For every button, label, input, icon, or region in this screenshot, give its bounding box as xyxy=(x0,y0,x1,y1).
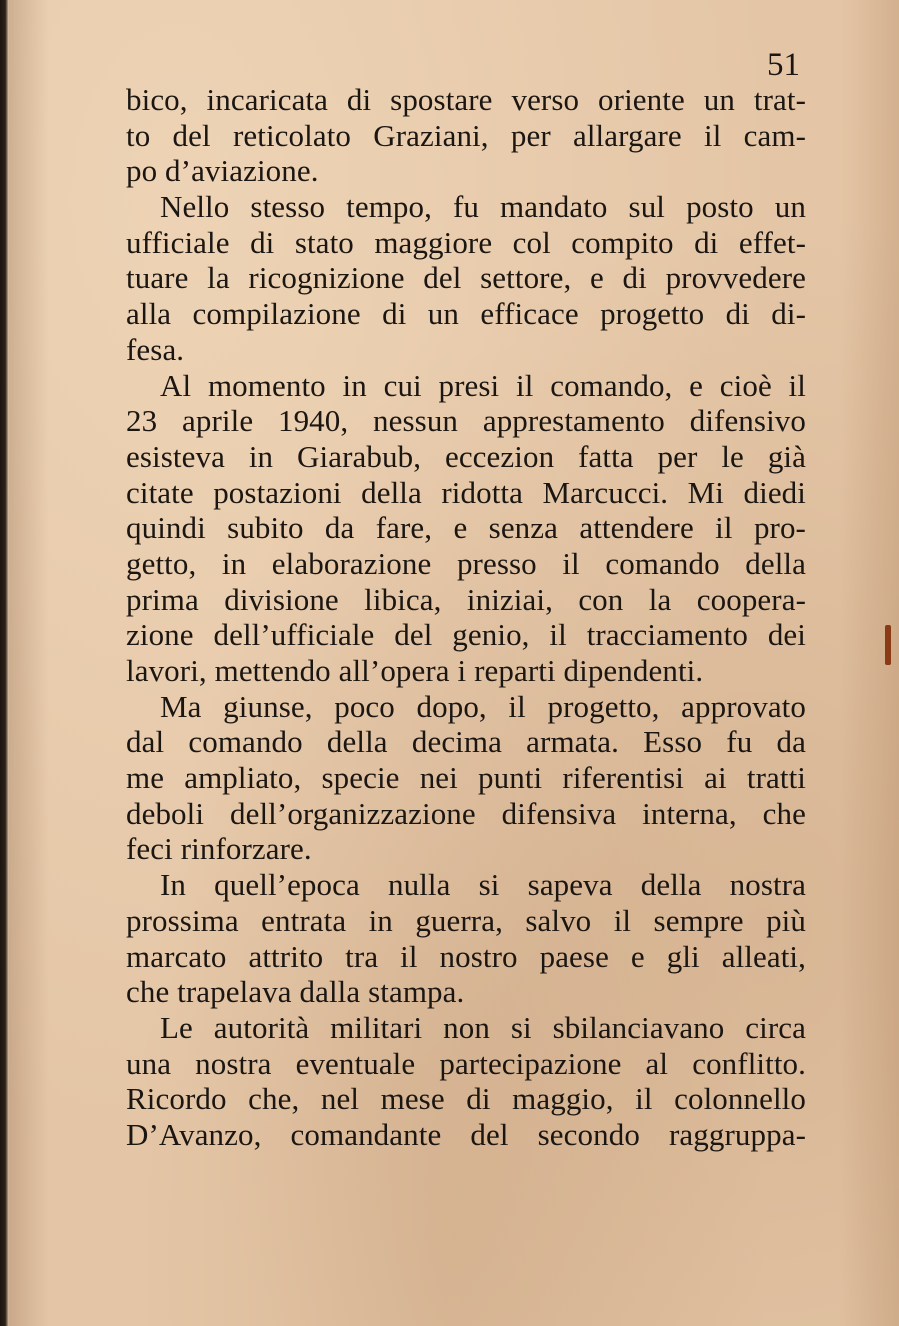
text-line: lavori, mettendo all’opera i reparti dipendenti. xyxy=(126,653,704,688)
body-text xyxy=(126,82,806,1153)
text-line: 23 aprile 1940, nessun apprestamento difensivo xyxy=(126,403,806,439)
gutter-shadow xyxy=(9,0,49,1326)
text-line: Le autorità militari non si sbilanciavano circa xyxy=(160,1009,806,1045)
text-line: prima divisione libica, iniziai, con la coopera- xyxy=(126,581,806,617)
text-line: deboli dell’organizzazione difensiva interna, che xyxy=(126,795,806,831)
text-line: feci rinforzare. xyxy=(126,831,312,867)
text-line: In quell’epoca nulla si sapeva della nostra xyxy=(160,867,806,903)
text-line: marcato attrito tra il nostro paese e gli alleati, xyxy=(126,938,806,974)
text-line: una nostra eventuale partecipazione al conflitto. xyxy=(126,1045,806,1081)
text-line: Ricordo che, nel mese di maggio, il colonnello xyxy=(126,1081,806,1117)
text-line: citate postazioni della ridotta Marcucci. Mi diedi xyxy=(126,474,806,510)
text-line: to del reticolato Graziani, per allargare il cam- xyxy=(126,117,806,153)
text-line: tuare la ricognizione del settore, e di provvedere xyxy=(126,260,806,296)
text-line: po d’aviazione. xyxy=(126,153,319,189)
text-line: ufficiale di stato maggiore col compito di effet- xyxy=(126,224,806,260)
text-line: zione dell’ufficiale del genio, il tracciamento dei xyxy=(126,617,806,653)
paper-stain xyxy=(885,625,891,665)
text-line: alla compilazione di un efficace progetto di di- xyxy=(126,296,806,332)
text-line: Ma giunse, poco dopo, il progetto, approvato xyxy=(160,688,806,724)
text-line: D’Avanzo, comandante del secondo raggruppa- xyxy=(126,1116,806,1152)
book-spine-edge xyxy=(0,0,9,1326)
page-number: 51 xyxy=(767,47,800,83)
text-line: Nello stesso tempo, fu mandato sul posto un xyxy=(160,189,806,225)
text-line: quindi subito da fare, e senza attendere il pro- xyxy=(126,510,806,546)
text-line: Al momento in cui presi il comando, e cioè il xyxy=(160,367,806,403)
text-line: fesa. xyxy=(126,331,185,367)
text-line: bico, incaricata di spostare verso oriente un trat- xyxy=(126,82,806,117)
text-line: dal comando della decima armata. Esso fu da xyxy=(126,724,806,760)
text-line: prossima entrata in guerra, salvo il sempre più xyxy=(126,902,806,938)
text-line: che trapelava dalla stampa. xyxy=(126,974,465,1010)
text-line: esisteva in Giarabub, eccezion fatta per le già xyxy=(126,438,806,474)
text-line: me ampliato, specie nei punti riferentisi ai tratti xyxy=(126,760,806,796)
text-line: getto, in elaborazione presso il comando della xyxy=(126,545,806,581)
